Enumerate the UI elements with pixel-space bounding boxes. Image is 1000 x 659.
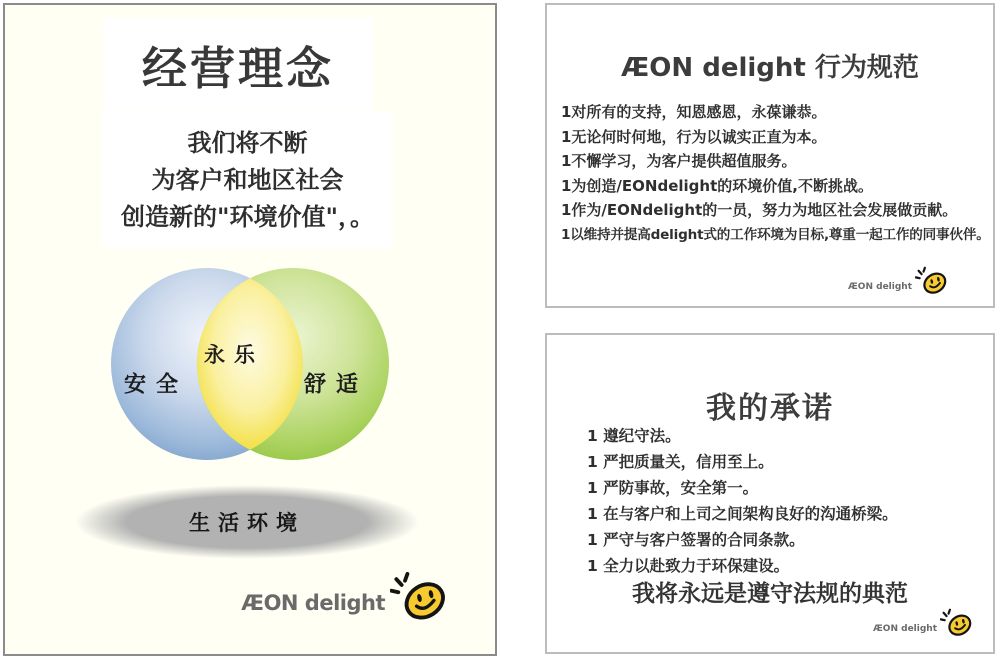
conduct-item: 1无论何时何地，行为以诚实正直为本。 — [561, 127, 827, 146]
conduct-item: 1作为/EONdelight的一员，努力为地区社会发展做贡献。 — [561, 201, 958, 219]
bean-smiley-icon — [940, 608, 973, 639]
aeon-delight-logo-small — [848, 263, 948, 297]
conduct-item: 1为创造/EONdelight的环境价值,不断挑战。 — [561, 176, 873, 195]
promise-item: 1 严防事故，安全第一。 — [587, 479, 759, 497]
conduct-list — [561, 100, 990, 247]
code-of-conduct-card — [545, 3, 995, 308]
aeon-delight-logo-small — [873, 605, 973, 639]
promise-title: 我的承诺 — [706, 391, 834, 426]
venn-label-safety: 安全 — [123, 372, 189, 398]
poster-title: 经营理念 — [141, 42, 334, 95]
logo-wordmark: ÆON delight — [848, 282, 912, 292]
promise-list — [587, 423, 987, 579]
subtitle-line-3: 创造新的"环境价值"，。 — [120, 202, 374, 231]
conduct-item: 1不懈学习，为客户提供超值服务。 — [561, 152, 797, 170]
ray-marks — [392, 574, 408, 592]
logo-wordmark: ÆON delight — [873, 624, 937, 634]
conduct-item: 1以维持并提高delight式的工作环境为目标,尊重一起工作的同事伙伴。 — [561, 226, 990, 243]
my-promise-card — [545, 333, 995, 654]
promise-tagline: 我将永远是遵守法规的典范 — [632, 581, 908, 607]
promise-item: 1 遵纪守法。 — [587, 427, 681, 445]
aeon-delight-logo — [5, 565, 448, 625]
promise-item: 1 全力以赴致力于环保建设。 — [587, 557, 790, 575]
conduct-item: 1对所有的支持，知恩感恩，永葆谦恭。 — [561, 103, 827, 121]
promise-item: 1 严把质量关，信用至上。 — [587, 453, 774, 471]
promise-item: 1 严守与客户签署的合同条款。 — [587, 531, 805, 549]
bean-smiley-icon — [390, 571, 448, 625]
living-environment-label: 生活环境 — [189, 511, 305, 535]
management-philosophy-poster — [3, 3, 497, 656]
bean-smiley-icon — [915, 266, 948, 297]
promise-item: 1 在与客户和上司之间架构良好的沟通桥梁。 — [587, 505, 898, 523]
subtitle-line-2: 为客户和地区社会 — [151, 165, 344, 194]
subtitle-line-1: 我们将不断 — [187, 128, 308, 157]
ray-marks — [941, 610, 950, 620]
logo-wordmark: ÆON delight — [241, 591, 385, 615]
ray-marks — [916, 268, 925, 278]
conduct-title: ÆON delight 行为规范 — [621, 53, 919, 83]
living-environment-ellipse — [75, 485, 419, 559]
venn-label-comfort: 舒适 — [303, 372, 369, 398]
venn-label-delight: 永乐 — [204, 343, 264, 367]
